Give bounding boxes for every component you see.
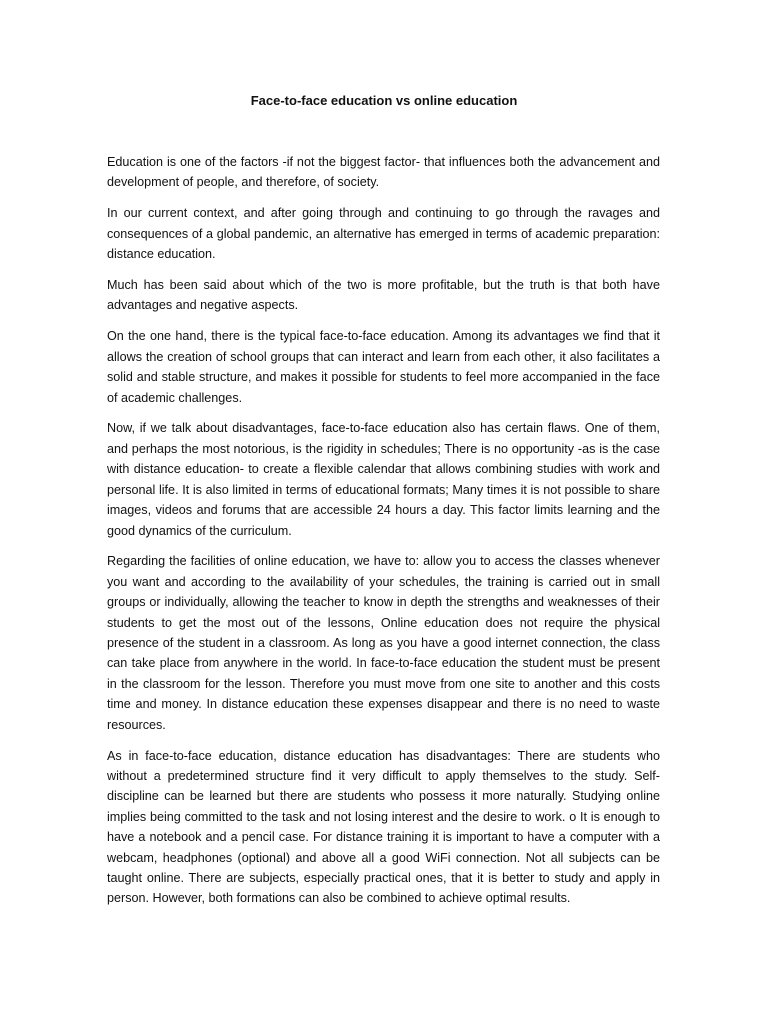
document-title: Face-to-face education vs online education: [250, 93, 518, 108]
paragraph: On the one hand, there is the typical face-to-face education. Among its advantages we find that it allows the creation of school groups that can interact and learn from each other, it also facilitates a solid and stable structure, and makes it possible for students to feel more accompanied in the face of academic challenges.: [107, 329, 660, 405]
paragraph: Now, if we talk about disadvantages, face-to-face education also has certain flaws. One of them, and perhaps the most notorious, is the rigidity in schedules; There is no opportunity -as is the case with distance education- to create a flexible calendar that allows combining studies with work and personal life. It is also limited in terms of educational formats; Many times it is not possible to share images, videos and forums that are accessible 24 hours a day. This factor limits learning and the good dynamics of the curriculum.: [107, 421, 660, 538]
paragraph: Much has been said about which of the two is more profitable, but the truth is that both have advantages and negative aspects.: [107, 278, 660, 313]
paragraph: Education is one of the factors -if not the biggest factor- that influences both the advancement and development of people, and therefore, of society.: [107, 155, 660, 190]
paragraph: As in face-to-face education, distance education has disadvantages: There are students who without a predetermined structure find it very difficult to apply themselves to the study. Self-discipline can be learned but there are students who possess it more naturally. Studying online implies being committed to the task and not losing interest and the desire to work. o It is enough to have a notebook and a pencil case. For distance training it is important to have a computer with a webcam, headphones (optional) and above all a good WiFi connection. Not all subjects can be taught online. There are subjects, especially practical ones, that it is better to study and apply in person. However, both formations can also be combined to achieve optimal results.: [107, 748, 660, 906]
document-body: [107, 152, 660, 919]
paragraph: In our current context, and after going through and continuing to go through the ravages and consequences of a global pandemic, an alternative has emerged in terms of academic preparation: distance education.: [107, 206, 660, 262]
paragraph: Regarding the facilities of online education, we have to: allow you to access the classes whenever you want and according to the availability of your schedules, the training is carried out in small groups or individually, allowing the teacher to know in depth the strengths and weaknesses of their students to get the most out of the lessons, Online education does not require the physical presence of the student in a classroom. As long as you have a good internet connection, the class can take place from anywhere in the world. In face-to-face education the student must be present in the classroom for the lesson. Therefore you must move from one site to another and this costs time and money. In distance education these expenses disappear and there is no need to waste resources.: [107, 554, 660, 732]
